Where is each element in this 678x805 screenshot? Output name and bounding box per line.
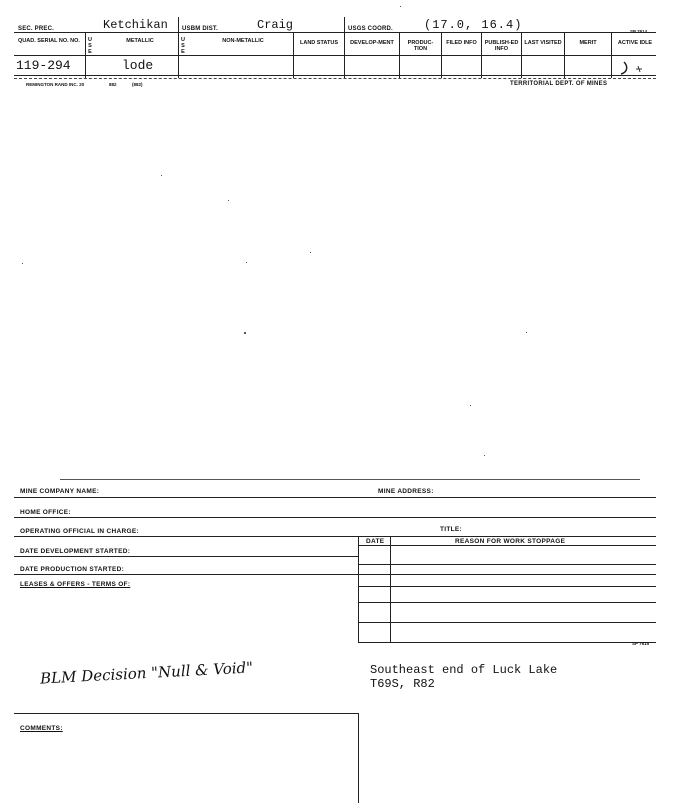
- location-line-2: T69S, R82: [370, 677, 435, 691]
- col-divider: [611, 32, 612, 78]
- col-divider: [390, 536, 391, 642]
- rule: [358, 642, 656, 643]
- rule: [358, 564, 656, 565]
- mine-company-name-label: MINE COMPANY NAME:: [20, 488, 100, 495]
- col-divider: [293, 32, 294, 78]
- rule: [14, 55, 656, 56]
- col-divider: [521, 32, 522, 78]
- rule: [14, 75, 656, 76]
- rule: [358, 586, 656, 587]
- col-metallic: METALLIC: [126, 38, 154, 44]
- col-published-info: PUBLISH-ED INFO: [484, 40, 519, 52]
- date-column-label: DATE: [366, 538, 385, 545]
- rule: [358, 622, 656, 623]
- rule: [14, 78, 656, 79]
- sec-prec-label: SEC. PREC.: [18, 26, 55, 32]
- title-label: TITLE:: [440, 526, 463, 533]
- col-divider: [564, 32, 565, 78]
- sec-prec-value: Ketchikan: [103, 18, 168, 32]
- rule: [14, 556, 358, 557]
- reason-column-label: REASON FOR WORK STOPPAGE: [455, 538, 566, 545]
- date-development-started-label: DATE DEVELOPMENT STARTED:: [20, 548, 131, 555]
- col-divider: [358, 713, 359, 803]
- location-line-1: Southeast end of Luck Lake: [370, 663, 558, 677]
- date-production-started-label: DATE PRODUCTION STARTED:: [20, 566, 125, 573]
- rule: [14, 497, 656, 498]
- col-filed-info: FILED INFO: [446, 40, 477, 46]
- usgs-coord-value: (17.0, 16.4): [424, 18, 523, 32]
- col-active-idle: ACTIVE IDLE: [617, 40, 653, 46]
- metallic-value: lode: [122, 58, 154, 73]
- col-merit: MERIT: [579, 40, 597, 46]
- rule: [14, 574, 656, 575]
- usgs-coord-label: USGS COORD.: [348, 26, 393, 32]
- usbm-dist-label: USBM DIST.: [182, 26, 219, 32]
- footer-code-2: (882): [132, 82, 143, 87]
- col-quad-serial: QUAD. SERIAL NO. NO.: [18, 38, 80, 44]
- col-use-2: U S E: [181, 37, 185, 55]
- form-code-top: SP 7614: [630, 29, 648, 34]
- usbm-dist-value: Craig: [257, 18, 294, 32]
- rule: [358, 602, 656, 603]
- col-development: DEVELOP-MENT: [350, 40, 394, 46]
- operating-official-label: OPERATING OFFICIAL IN CHARGE:: [20, 528, 139, 535]
- col-use-1: U S E: [88, 37, 92, 55]
- mine-address-label: MINE ADDRESS:: [378, 488, 434, 495]
- rule: [14, 536, 656, 537]
- serial-value: 119-294: [16, 58, 71, 73]
- col-divider: [481, 32, 482, 78]
- rule: [14, 32, 656, 33]
- col-production: PRODUC-TION: [407, 40, 434, 52]
- comments-label: COMMENTS:: [20, 725, 63, 732]
- rule: [358, 545, 656, 546]
- col-land-status: LAND STATUS: [300, 40, 338, 46]
- col-divider: [358, 536, 359, 642]
- col-last-visited: LAST VISITED: [524, 40, 562, 46]
- col-non-metallic: NON-METALLIC: [222, 38, 264, 44]
- form-code-bottom: SP 7615: [632, 641, 650, 646]
- home-office-label: HOME OFFICE:: [20, 509, 71, 516]
- col-divider: [441, 32, 442, 78]
- col-divider: [399, 32, 400, 78]
- leases-offers-label: LEASES & OFFERS - TERMS OF:: [20, 581, 131, 588]
- col-divider: [344, 17, 345, 78]
- dept-name: TERRITORIAL DEPT. OF MINES: [510, 81, 608, 87]
- rule: [14, 517, 656, 518]
- rule: [60, 479, 640, 480]
- footer-code-1: 882: [109, 82, 117, 87]
- handwritten-note: BLM Decision "Null & Void": [39, 658, 254, 688]
- handwritten-mark-icon: [618, 60, 648, 76]
- printer-credit: REMINGTON RAND INC. 20: [26, 82, 85, 87]
- rule: [14, 713, 358, 714]
